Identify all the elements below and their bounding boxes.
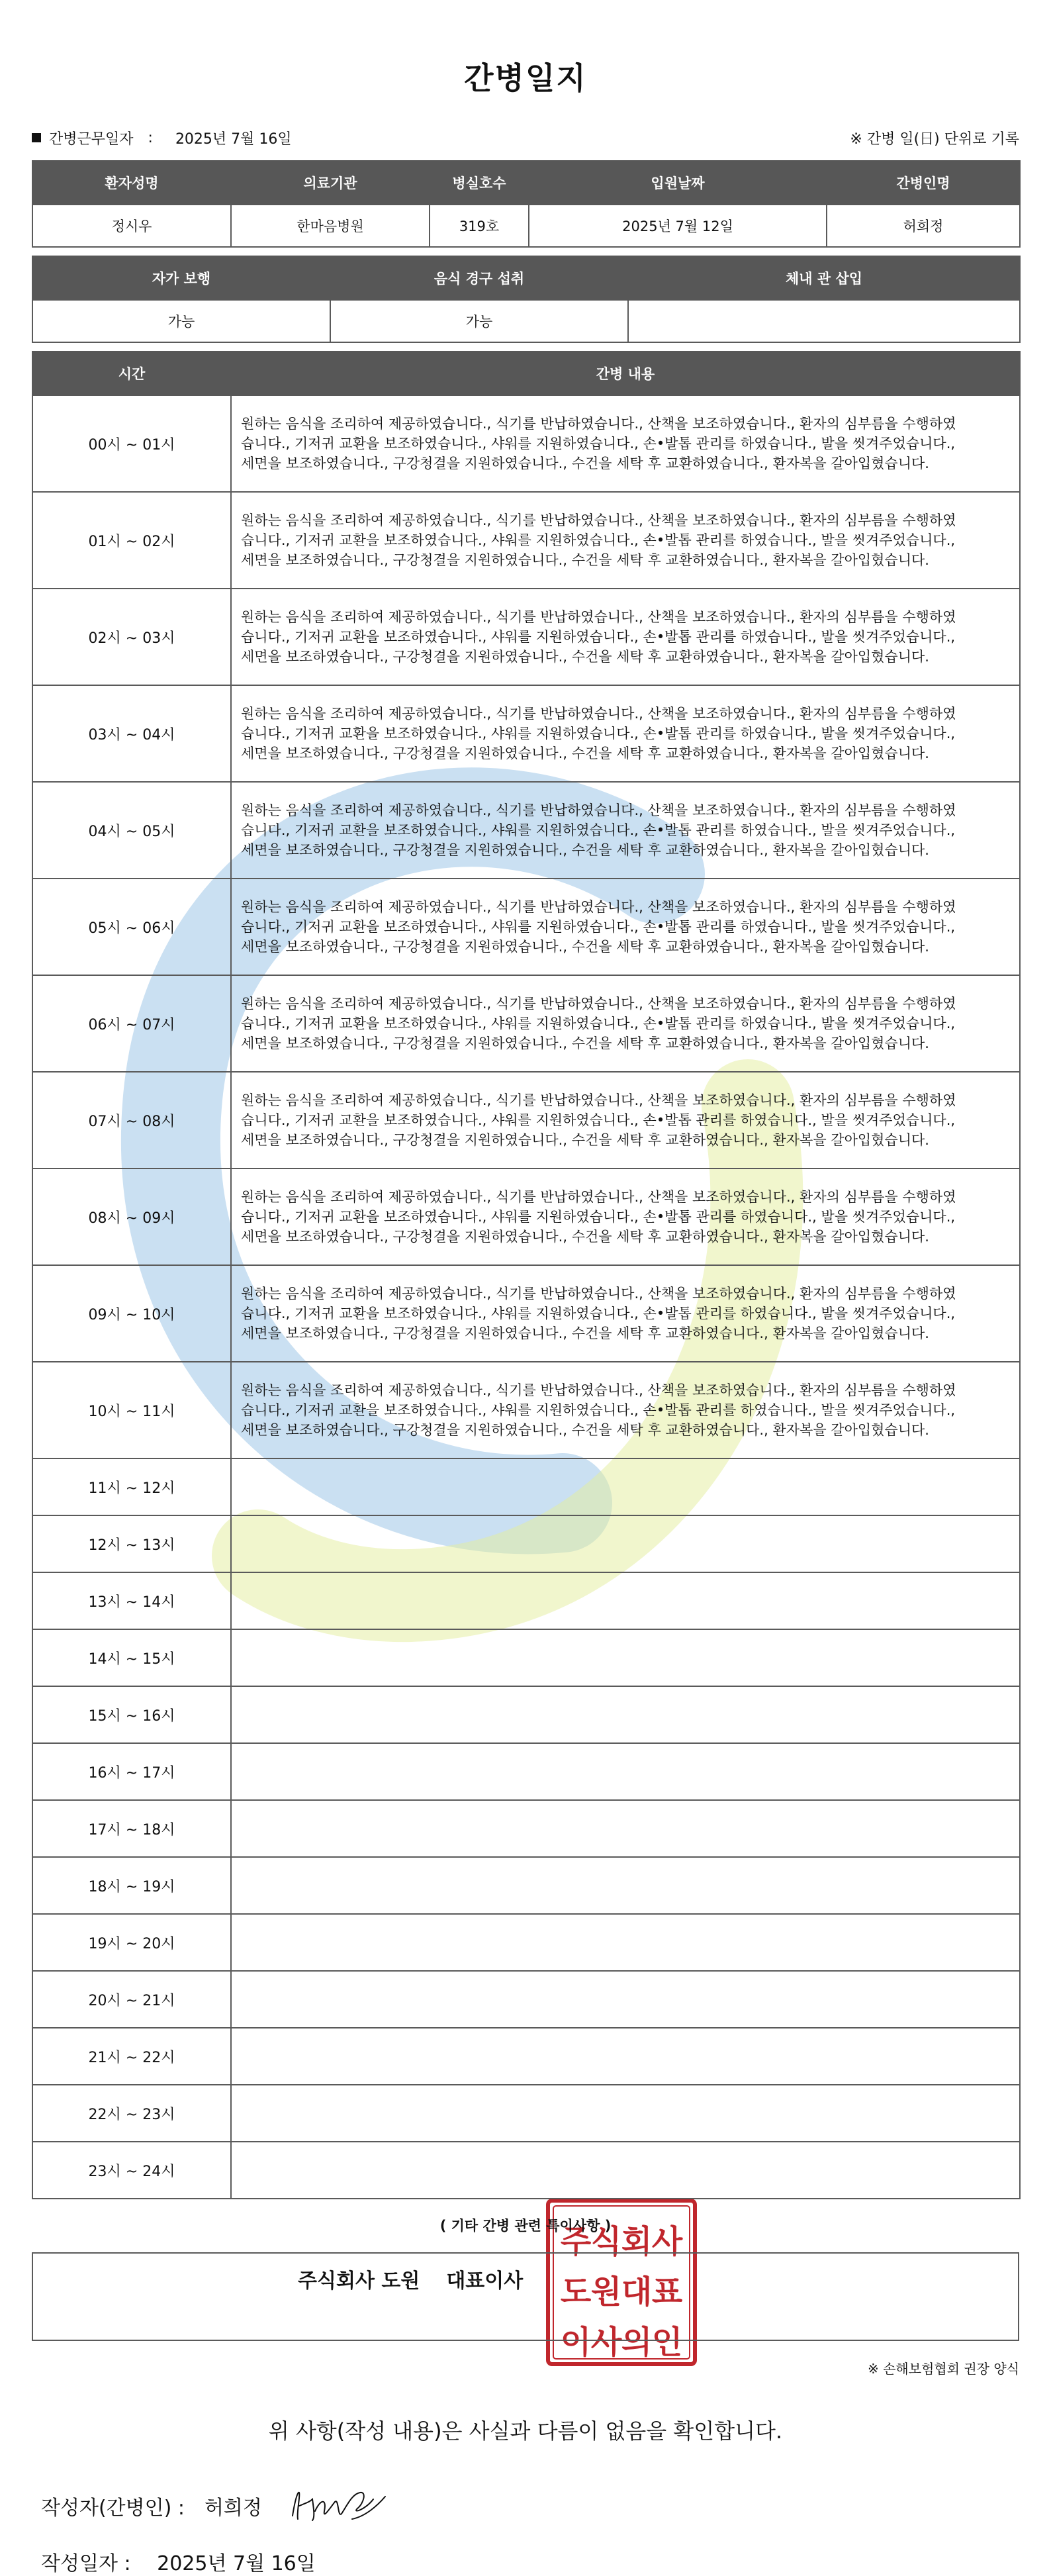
written-date-value: 2025년 7월 16일 [157,2552,316,2575]
care-content-line: 원하는 음식을 조리하여 제공하였습니다., 식기를 반납하였습니다., 산책을 보조하였습니다., 환자의 심부름을 수행하였 [241,706,956,722]
time-slot: 23시 ~ 24시 [32,2142,231,2199]
care-content [231,2142,1020,2199]
standard-form-note: ※ 손해보험협회 권장 양식 [867,2361,1019,2377]
writer-name: 허희정 [204,2497,262,2520]
time-slot: 16시 ~ 17시 [32,1743,231,1800]
care-log-row [32,1458,1020,1515]
time-slot: 03시 ~ 04시 [32,685,231,782]
written-date-row [41,2547,1019,2576]
oral-intake-value: 가능 [330,300,628,342]
care-content-line: 원하는 음식을 조리하여 제공하였습니다., 식기를 반납하였습니다., 산책을 보조하였습니다., 환자의 심부름을 수행하였 [241,1286,956,1302]
time-slot: 02시 ~ 03시 [32,589,231,685]
notes-title: ( 기타 간병 관련 특이사항 ) [439,2218,612,2234]
care-content-line: 습니다., 기저귀 교환을 보조하였습니다., 샤워를 지원하였습니다., 손•발톱 관리를 하였습니다., 발을 씻겨주었습니다., [241,919,956,935]
care-content-line: 습니다., 기저귀 교환을 보조하였습니다., 샤워를 지원하였습니다., 손•발톱 관리를 하였습니다., 발을 씻겨주었습니다., [241,822,956,838]
room-number: 319호 [430,205,529,247]
stamp-char: 식 [590,2223,622,2260]
care-content [231,2028,1020,2085]
care-log-page [32,0,1019,2576]
care-log-row [32,492,1020,589]
time-slot: 13시 ~ 14시 [32,1572,231,1629]
care-content-line: 세면을 보조하였습니다., 구강청결을 지원하였습니다., 수건을 세탁 후 교환하였습니다., 환자복을 갈아입혔습니다. [241,1422,929,1438]
care-log-row [32,782,1020,879]
care-content-line: 습니다., 기저귀 교환을 보조하였습니다., 샤워를 지원하였습니다., 손•발톱 관리를 하였습니다., 발을 씻겨주었습니다., [241,726,956,741]
care-content-line: 습니다., 기저귀 교환을 보조하였습니다., 샤워를 지원하였습니다., 손•발톱 관리를 하였습니다., 발을 씻겨주었습니다., [241,1402,956,1418]
handwritten-signature [286,2479,392,2532]
care-content [231,1914,1020,1971]
care-log-row [32,2028,1020,2085]
care-log-row [32,1914,1020,1971]
header-self-walking: 자가 보행 [32,256,330,300]
header-hospital: 의료기관 [231,161,430,205]
care-log-table [32,351,1021,2199]
care-log-row [32,1686,1020,1743]
time-slot: 06시 ~ 07시 [32,975,231,1072]
care-content [231,1072,1020,1169]
care-log-row [32,879,1020,975]
time-slot: 07시 ~ 08시 [32,1072,231,1169]
time-slot: 08시 ~ 09시 [32,1169,231,1265]
hospital-name: 한마음병원 [231,205,430,247]
company-title: 대표이사 [446,2269,524,2293]
patient-name: 정시우 [32,205,231,247]
stamp-char: 의 [621,2324,653,2361]
written-date-label: 작성일자 : [41,2552,131,2575]
care-content-line: 세면을 보조하였습니다., 구강청결을 지원하였습니다., 수건을 세탁 후 교환하였습니다., 환자복을 갈아입혔습니다. [241,649,929,665]
unit-note: ※ 간병 일(日) 단위로 기록 [850,130,1019,148]
care-content-line: 습니다., 기저귀 교환을 보조하였습니다., 샤워를 지원하였습니다., 손•발톱 관리를 하였습니다., 발을 씻겨주었습니다., [241,629,956,645]
time-slot: 11시 ~ 12시 [32,1458,231,1515]
care-log-row [32,1515,1020,1572]
care-content-line: 세면을 보조하였습니다., 구강청결을 지원하였습니다., 수건을 세탁 후 교환하였습니다., 환자복을 갈아입혔습니다. [241,552,929,568]
stamp-char: 인 [651,2324,683,2361]
header-tube-insertion: 체내 관 삽입 [628,256,1020,300]
care-content-line: 세면을 보조하였습니다., 구강청결을 지원하였습니다., 수건을 세탁 후 교환하였습니다., 환자복을 갈아입혔습니다. [241,939,929,955]
confirmation-statement: 위 사항(작성 내용)은 사실과 다름이 없음을 확인합니다. [268,2418,783,2444]
care-log-row [32,1072,1020,1169]
care-log-row [32,395,1020,492]
care-log-row [32,1857,1020,1914]
caregiver-name: 허희정 [827,205,1020,247]
time-slot: 05시 ~ 06시 [32,879,231,975]
time-slot: 04시 ~ 05시 [32,782,231,879]
care-content-line: 세면을 보조하였습니다., 구강청결을 지원하였습니다., 수건을 세탁 후 교환하였습니다., 환자복을 갈아입혔습니다. [241,455,929,471]
stamp-char: 도 [560,2273,592,2311]
care-log-row [32,975,1020,1072]
care-content [231,879,1020,975]
stamp-char: 사 [651,2223,683,2260]
time-slot: 21시 ~ 22시 [32,2028,231,2085]
work-date-separator: : [148,129,153,146]
bullet-square-icon [32,133,41,142]
care-log-row [32,1265,1020,1362]
header-room: 병실호수 [430,161,529,205]
stamp-char: 표 [651,2273,683,2311]
patient-status-table [32,256,1021,343]
care-log-row [32,2085,1020,2142]
care-log-row [32,685,1020,782]
care-content [231,685,1020,782]
care-content [231,1800,1020,1857]
time-slot: 17시 ~ 18시 [32,1800,231,1857]
time-slot: 14시 ~ 15시 [32,1629,231,1686]
care-content [231,589,1020,685]
time-slot: 01시 ~ 02시 [32,492,231,589]
company-name: 주식회사 도원 [298,2269,420,2293]
time-slot: 19시 ~ 20시 [32,1914,231,1971]
self-walking-value: 가능 [32,300,330,342]
header-caregiver-name: 간병인명 [827,161,1020,205]
care-log-row [32,1800,1020,1857]
work-date [32,128,292,148]
care-log-row [32,589,1020,685]
care-content [231,1743,1020,1800]
care-content [231,1572,1020,1629]
time-slot: 12시 ~ 13시 [32,1515,231,1572]
care-content-line: 원하는 음식을 조리하여 제공하였습니다., 식기를 반납하였습니다., 산책을 보조하였습니다., 환자의 심부름을 수행하였 [241,802,956,818]
care-content-line: 습니다., 기저귀 교환을 보조하였습니다., 샤워를 지원하였습니다., 손•발톱 관리를 하였습니다., 발을 씻겨주었습니다., [241,1112,956,1128]
care-content-line: 세면을 보조하였습니다., 구강청결을 지원하였습니다., 수건을 세탁 후 교환하였습니다., 환자복을 갈아입혔습니다. [241,745,929,761]
care-content-line: 습니다., 기저귀 교환을 보조하였습니다., 샤워를 지원하였습니다., 손•발톱 관리를 하였습니다., 발을 씻겨주었습니다., [241,436,956,452]
header-care-content: 간병 내용 [231,352,1020,395]
time-slot: 09시 ~ 10시 [32,1265,231,1362]
stamp-char: 이 [560,2324,592,2361]
care-log-rows [32,395,1020,2199]
care-content-line: 세면을 보조하였습니다., 구강청결을 지원하였습니다., 수건을 세탁 후 교환하였습니다., 환자복을 갈아입혔습니다. [241,1035,929,1051]
care-content [231,1362,1020,1458]
care-content [231,1515,1020,1572]
care-log-row [32,2142,1020,2199]
care-log-row [32,1629,1020,1686]
care-content-line: 습니다., 기저귀 교환을 보조하였습니다., 샤워를 지원하였습니다., 손•발톱 관리를 하였습니다., 발을 씻겨주었습니다., [241,1016,956,1031]
care-content [231,2085,1020,2142]
header-patient-name: 환자성명 [32,161,231,205]
time-slot: 20시 ~ 21시 [32,1971,231,2028]
care-content [231,1971,1020,2028]
writer-label: 작성자(간병인) : [41,2497,185,2520]
stamp-char: 사 [590,2324,622,2361]
care-content-line: 세면을 보조하였습니다., 구강청결을 지원하였습니다., 수건을 세탁 후 교환하였습니다., 환자복을 갈아입혔습니다. [241,1325,929,1341]
care-content [231,975,1020,1072]
care-content [231,1265,1020,1362]
care-content-line: 습니다., 기저귀 교환을 보조하였습니다., 샤워를 지원하였습니다., 손•발톱 관리를 하였습니다., 발을 씻겨주었습니다., [241,1306,956,1321]
care-log-row [32,1362,1020,1458]
time-slot: 15시 ~ 16시 [32,1686,231,1743]
work-date-label: 간병근무일자 [49,130,134,148]
care-content-line: 원하는 음식을 조리하여 제공하였습니다., 식기를 반납하였습니다., 산책을 보조하였습니다., 환자의 심부름을 수행하였 [241,416,956,432]
stamp-char: 대 [621,2273,653,2311]
care-log-row [32,1971,1020,2028]
work-date-value: 2025년 7월 16일 [175,130,292,148]
care-content-line: 세면을 보조하였습니다., 구강청결을 지원하였습니다., 수건을 세탁 후 교환하였습니다., 환자복을 갈아입혔습니다. [241,1132,929,1148]
time-slot: 00시 ~ 01시 [32,395,231,492]
care-content [231,782,1020,879]
admission-date: 2025년 7월 12일 [529,205,827,247]
stamp-char: 주 [560,2223,592,2260]
time-slot: 18시 ~ 19시 [32,1857,231,1914]
header-time: 시간 [32,352,231,395]
care-content [231,1629,1020,1686]
info-row [32,126,1019,150]
care-content [231,1458,1020,1515]
care-content-line: 원하는 음식을 조리하여 제공하였습니다., 식기를 반납하였습니다., 산책을 보조하였습니다., 환자의 심부름을 수행하였 [241,1092,956,1108]
care-content-line: 원하는 음식을 조리하여 제공하였습니다., 식기를 반납하였습니다., 산책을 보조하였습니다., 환자의 심부름을 수행하였 [241,512,956,528]
care-content [231,395,1020,492]
stamp-char: 회 [621,2223,653,2260]
care-content [231,492,1020,589]
header-oral-intake: 음식 경구 섭취 [330,256,628,300]
care-content-line: 원하는 음식을 조리하여 제공하였습니다., 식기를 반납하였습니다., 산책을 보조하였습니다., 환자의 심부름을 수행하였 [241,609,956,625]
care-content-line: 세면을 보조하였습니다., 구강청결을 지원하였습니다., 수건을 세탁 후 교환하였습니다., 환자복을 갈아입혔습니다. [241,1229,929,1245]
care-content-line: 원하는 음식을 조리하여 제공하였습니다., 식기를 반납하였습니다., 산책을 보조하였습니다., 환자의 심부름을 수행하였 [241,996,956,1012]
care-content-line: 원하는 음식을 조리하여 제공하였습니다., 식기를 반납하였습니다., 산책을 보조하였습니다., 환자의 심부름을 수행하였 [241,1189,956,1205]
header-admission-date: 입원날짜 [529,161,827,205]
care-content-line: 습니다., 기저귀 교환을 보조하였습니다., 샤워를 지원하였습니다., 손•발톱 관리를 하였습니다., 발을 씻겨주었습니다., [241,532,956,548]
care-content [231,1857,1020,1914]
notes-box [32,2252,1019,2341]
care-log-row [32,1169,1020,1265]
care-content-line: 원하는 음식을 조리하여 제공하였습니다., 식기를 반납하였습니다., 산책을 보조하였습니다., 환자의 심부름을 수행하였 [241,1382,956,1398]
patient-table [32,160,1021,248]
tube-insertion-value [628,300,1020,342]
stamp-char: 원 [590,2273,622,2311]
care-content [231,1169,1020,1265]
care-content [231,1686,1020,1743]
care-content-line: 습니다., 기저귀 교환을 보조하였습니다., 샤워를 지원하였습니다., 손•발톱 관리를 하였습니다., 발을 씻겨주었습니다., [241,1209,956,1225]
time-slot: 22시 ~ 23시 [32,2085,231,2142]
care-content-line: 원하는 음식을 조리하여 제공하였습니다., 식기를 반납하였습니다., 산책을 보조하였습니다., 환자의 심부름을 수행하였 [241,899,956,915]
care-content-line: 세면을 보조하였습니다., 구강청결을 지원하였습니다., 수건을 세탁 후 교환하였습니다., 환자복을 갈아입혔습니다. [241,842,929,858]
time-slot: 10시 ~ 11시 [32,1362,231,1458]
care-log-row [32,1572,1020,1629]
writer-row [41,2479,1019,2532]
care-log-row [32,1743,1020,1800]
page-title: 간병일지 [464,60,587,96]
